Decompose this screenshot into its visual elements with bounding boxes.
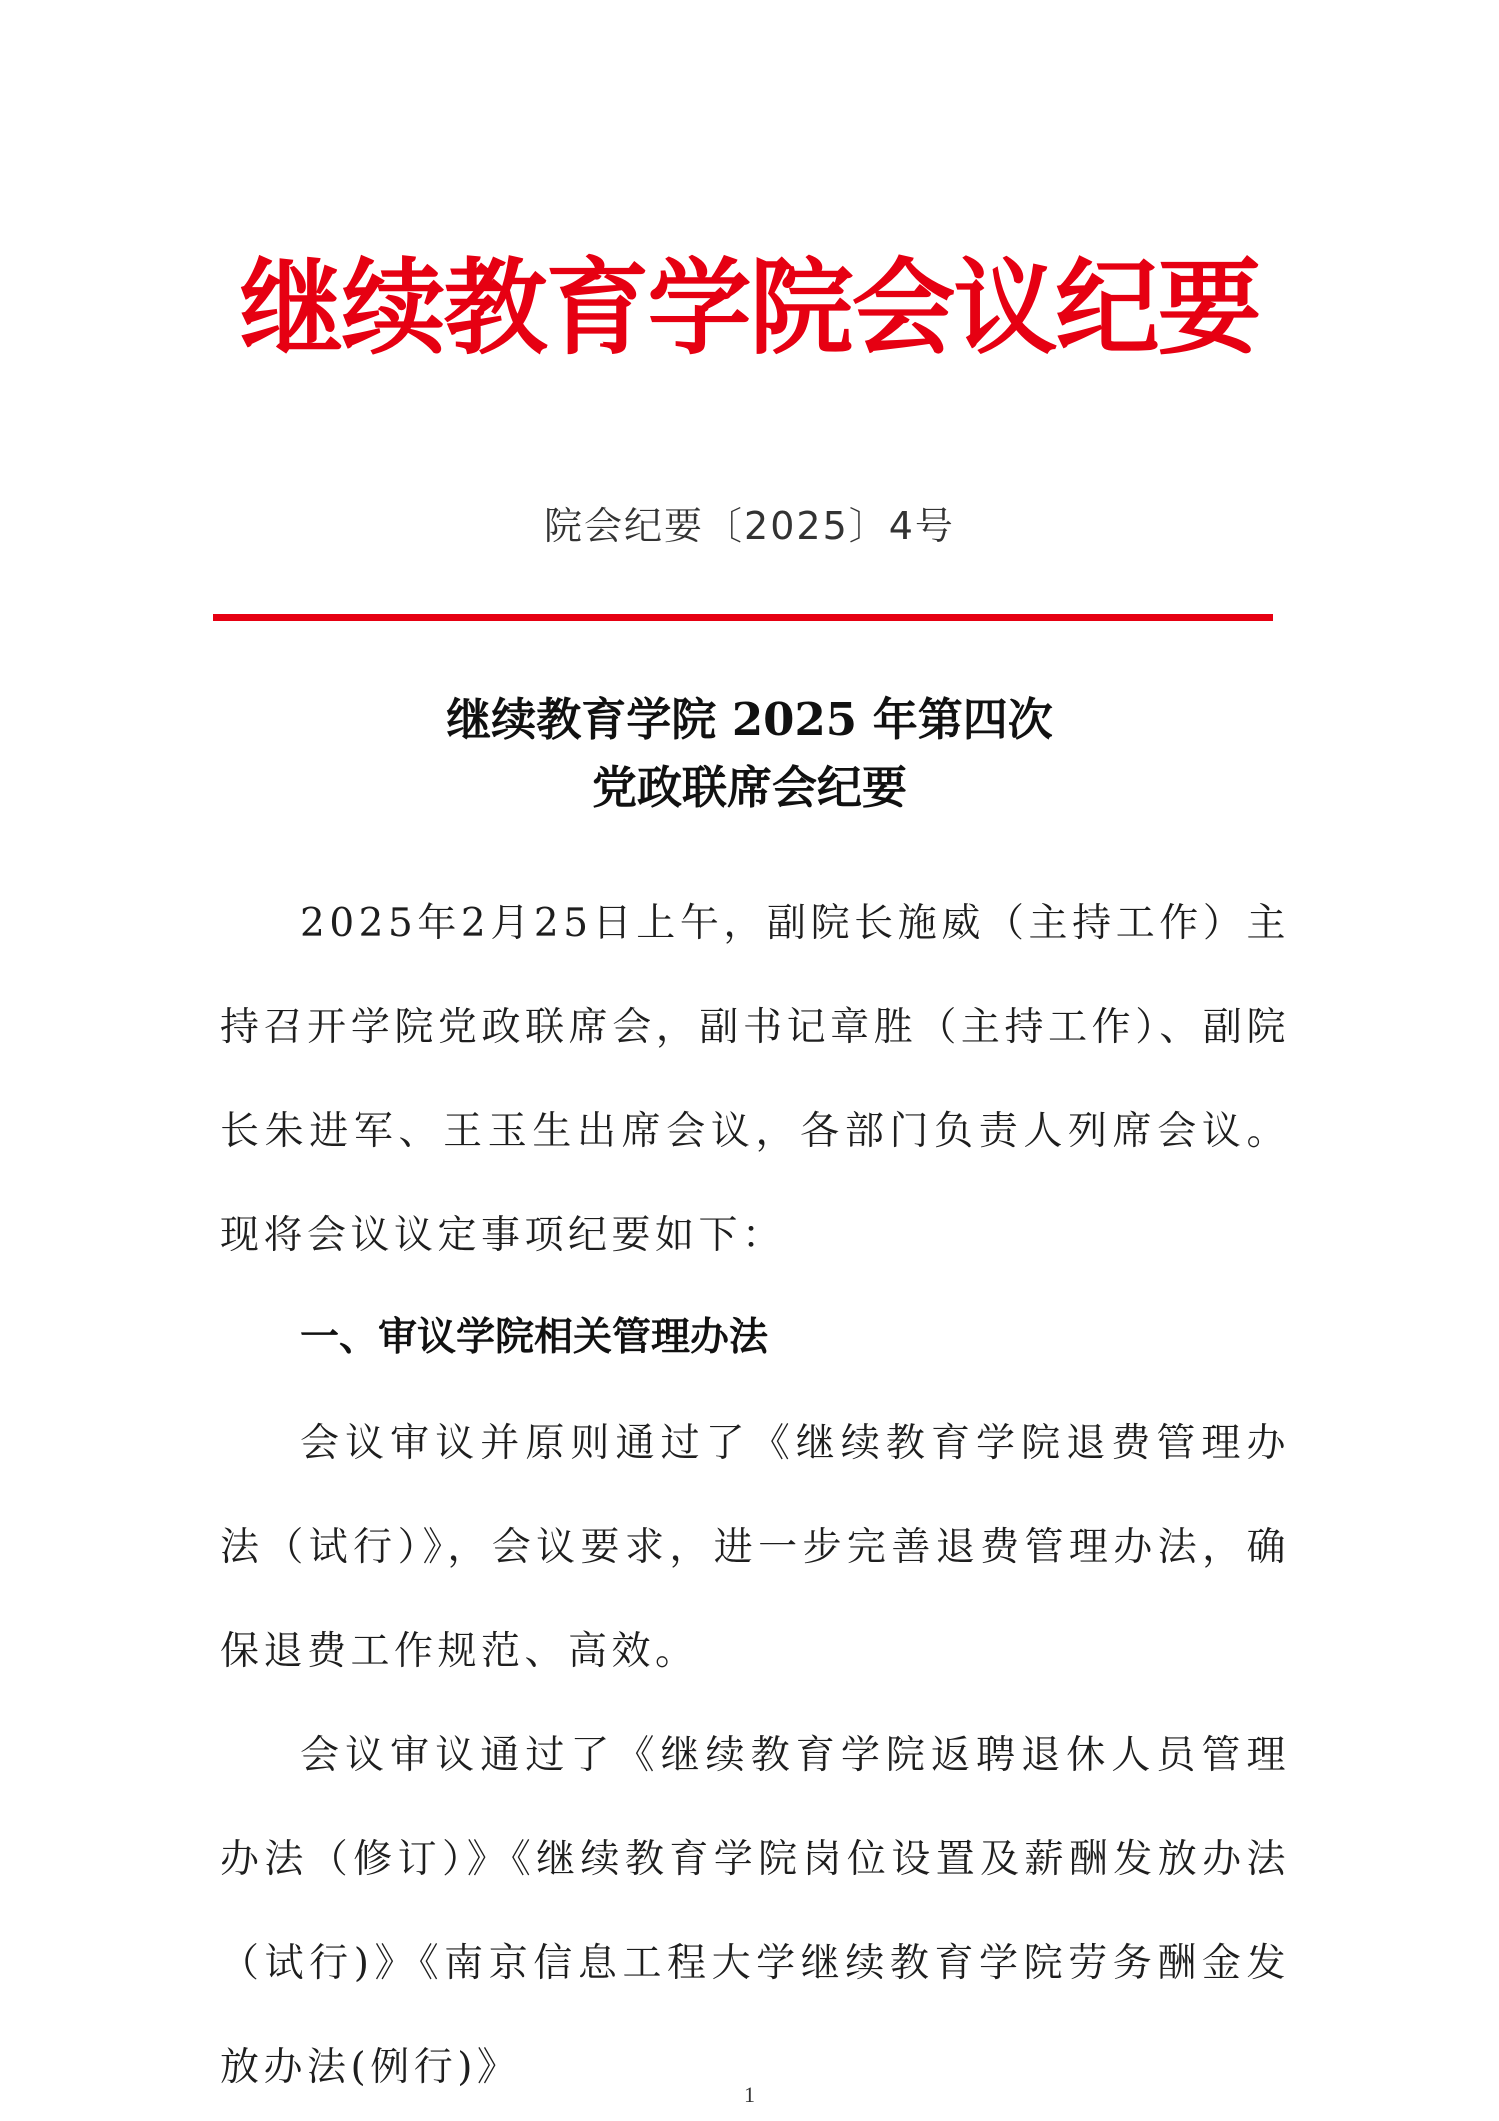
page-number: 1 — [744, 2082, 755, 2107]
red-divider-line — [213, 614, 1273, 621]
section-1-paragraph-2: 会议审议通过了《继续教育学院返聘退休人员管理办法（修订）》《继续教育学院岗位设置及薪酬发放办法（试行)》《南京信息工程大学继续教育学院劳务酬金发放办法(例行)》 — [220, 1733, 1290, 2090]
title-line-1: 继续教育学院 2025 年第四次 — [446, 693, 1053, 746]
section-1-paragraph-1: 会议审议并原则通过了《继续教育学院退费管理办法（试行）》，会议要求，进一步完善退费管理办法，确保退费工作规范、高效。 — [220, 1421, 1290, 1674]
document-number: 院会纪要〔2025〕4号 — [544, 504, 955, 548]
document-title — [0, 686, 1499, 822]
intro-paragraph: 2025年2月25日上午，副院长施威（主持工作）主持召开学院党政联席会，副书记章胜（主持工作）、副院长朱进军、王玉生出席会议，各部门负责人列席会议。现将会议议定事项纪要如下： — [220, 901, 1290, 1258]
masthead-title: 继续教育学院会议纪要 — [239, 247, 1260, 369]
section-1-heading: 一、审议学院相关管理办法 — [300, 1315, 769, 1360]
title-line-2: 党政联席会纪要 — [591, 761, 907, 814]
